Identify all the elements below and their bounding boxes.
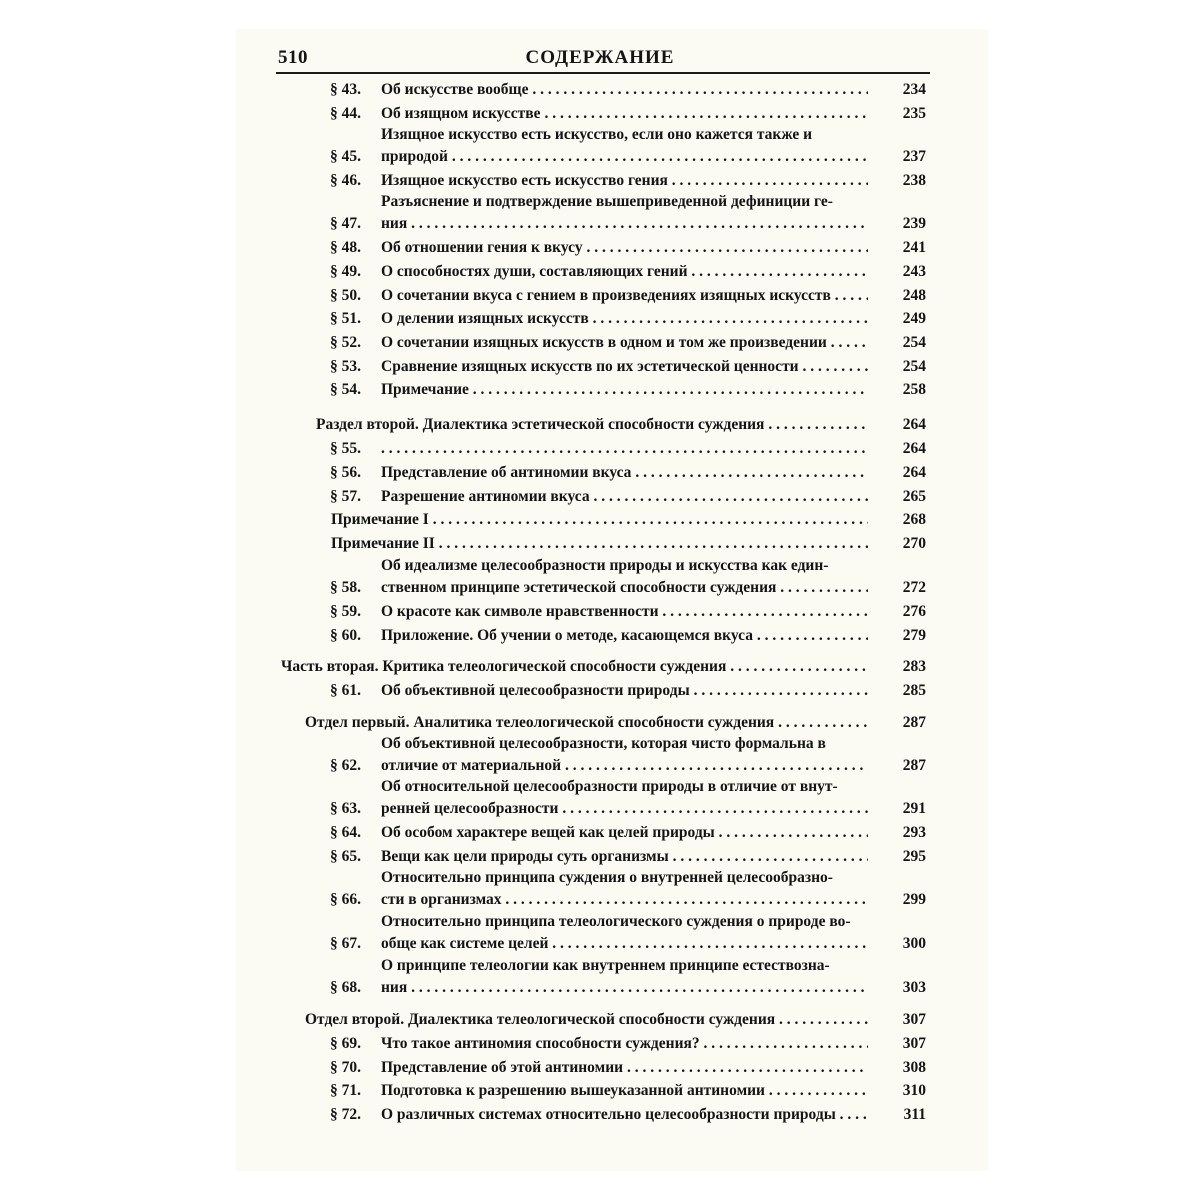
section-number: § 59. [330,603,361,620]
page-ref: 295 [902,848,926,865]
page-ref: 254 [902,358,926,375]
entry-title-line: Относительно принципа телеологического суждения о природе во- [381,913,851,930]
section-number: § 65. [330,848,361,865]
section-number: § 46. [330,172,361,189]
entry-title: О способностях души, составляющих гений . . . [381,263,868,281]
entry-title: Представление об этой антиномии . . . [381,1059,868,1077]
page-ref: 237 [902,148,926,165]
section-number: § 48. [330,239,361,256]
page-ref: 293 [902,824,926,841]
entry-title: ния . . . [381,215,868,233]
page-ref: 311 [903,1106,926,1123]
section-number: § 69. [330,1035,361,1052]
page-ref: 272 [902,579,926,596]
entry-title: Об особом характере вещей как целей природы . . . [381,824,868,842]
page-ref: 307 [902,1011,926,1028]
section-number: § 66. [330,891,361,908]
entry-title-line: О принципе телеологии как внутреннем принципе естествозна- [381,957,830,974]
section-number: § 60. [330,627,361,644]
page-ref: 265 [902,488,926,505]
entry-title: отличие от материальной . . . [381,757,868,775]
page-ref: 310 [902,1082,926,1099]
page-ref: 268 [902,511,926,528]
page-ref: 243 [902,263,926,280]
section-number: § 61. [330,682,361,699]
entry-title: ренней целесообразности . . . [381,800,868,818]
entry-title: природой . . . [381,148,868,166]
page-ref: 287 [902,714,926,731]
entry-title: Об изящном искусстве . . . [381,105,868,123]
page-ref: 258 [902,381,926,398]
entry-title: Подготовка к разрешению вышеуказанной антиномии . . . [381,1082,868,1100]
page-ref: 254 [902,334,926,351]
section-number: § 63. [330,800,361,817]
entry-title: Об искусстве вообще . . . [381,81,868,99]
page-ref: 285 [902,682,926,699]
page-ref: 276 [902,603,926,620]
entry-title: О сочетании вкуса с гением в произведениях изящных искусств . . . [381,287,868,305]
entry-title: О различных системах относительно целесообразности природы . . . [381,1106,868,1124]
page-ref: 264 [902,416,926,433]
running-title: СОДЕРЖАНИЕ [525,47,675,68]
page-ref: 264 [902,440,926,457]
section-number: § 68. [330,979,361,996]
entry-title: Об объективной целесообразности природы . . . [381,682,868,700]
section-number: § 72. [330,1106,361,1123]
entry-title-line: Об объективной целесообразности, которая чисто формальна в [381,735,826,752]
section-number: § 52. [330,334,361,351]
page-ref: 241 [902,239,926,256]
note-title: Примечание II . . . [331,535,868,553]
section-number: § 50. [330,287,361,304]
page-ref: 239 [902,215,926,232]
section-number: § 70. [330,1059,361,1076]
entry-title: ния . . . [381,979,868,997]
page-ref: 300 [902,935,926,952]
section-number: § 57. [330,488,361,505]
page-ref: 270 [902,535,926,552]
part-heading: Часть вторая. Критика телеологической способности суждения . . . [281,658,868,676]
page-number: 510 [278,47,308,68]
section-number: § 44. [330,105,361,122]
page-ref: 248 [902,287,926,304]
page-ref: 283 [902,658,926,675]
entry-title: Об отношении гения к вкусу . . . [381,239,868,257]
section-number: § 62. [330,757,361,774]
entry-title [381,440,868,458]
page-ref: 291 [902,800,926,817]
entry-title: Представление об антиномии вкуса . . . [381,464,868,482]
note-title: Примечание I . . . [331,511,868,529]
entry-title: Изящное искусство есть искусство гения . . . [381,172,868,190]
entry-title: сти в организмах . . . [381,891,868,909]
section-number: § 67. [330,935,361,952]
page-ref: 303 [902,979,926,996]
page-ref: 307 [902,1035,926,1052]
entry-title: Приложение. Об учении о методе, касающемся вкуса . . . [381,627,868,645]
section-heading: Отдел первый. Аналитика телеологической способности суждения . . . [305,714,868,732]
page-ref: 264 [902,464,926,481]
section-number: § 49. [330,263,361,280]
page-ref: 287 [902,757,926,774]
entry-title-line: Об идеализме целесообразности природы и искусства как един- [381,557,829,574]
entry-title: Примечание . . . [381,381,868,399]
entry-title: О делении изящных искусств . . . [381,310,868,328]
page-ref: 238 [902,172,926,189]
section-number: § 43. [330,81,361,98]
page-ref: 299 [902,891,926,908]
section-number: § 53. [330,358,361,375]
entry-title: О красоте как символе нравственности . . . [381,603,868,621]
section-number: § 71. [330,1082,361,1099]
entry-title-line: Разъяснение и подтверждение вышеприведенной дефиниции ге- [381,193,833,210]
page-ref: 279 [902,627,926,644]
section-number: § 56. [330,464,361,481]
section-number: § 64. [330,824,361,841]
section-number: § 45. [330,148,361,165]
page-ref: 308 [902,1059,926,1076]
entry-title: О сочетании изящных искусств в одном и том же произведении . . . [381,334,868,352]
entry-title: ственном принципе эстетической способности суждения . . . [381,579,868,597]
section-number: § 51. [330,310,361,327]
section-number: § 54. [330,381,361,398]
entry-title: Вещи как цели природы суть организмы . . . [381,848,868,866]
section-heading: Отдел второй. Диалектика телеологической способности суждения . . . [305,1011,868,1029]
entry-title: обще как системе целей . . . [381,935,868,953]
section-heading: Раздел второй. Диалектика эстетической способности суждения . . . [316,416,868,434]
entry-title: Сравнение изящных искусств по их эстетической ценности . . . [381,358,868,376]
section-number: § 58. [330,579,361,596]
page-ref: 235 [902,105,926,122]
entry-title-line: Об относительной целесообразности природы в отличие от внут- [381,778,838,795]
page-ref: 234 [902,81,926,98]
entry-title: Разрешение антиномии вкуса . . . [381,488,868,506]
entry-title-line: Относительно принципа суждения о внутренней целесообразно- [381,869,833,886]
page-ref: 249 [902,310,926,327]
entry-title: Что такое антиномия способности суждения? . . . [381,1035,868,1053]
section-number: § 55. [330,440,361,457]
section-number: § 47. [330,215,361,232]
entry-title-line: Изящное искусство есть искусство, если оно кажется также и [381,126,813,143]
